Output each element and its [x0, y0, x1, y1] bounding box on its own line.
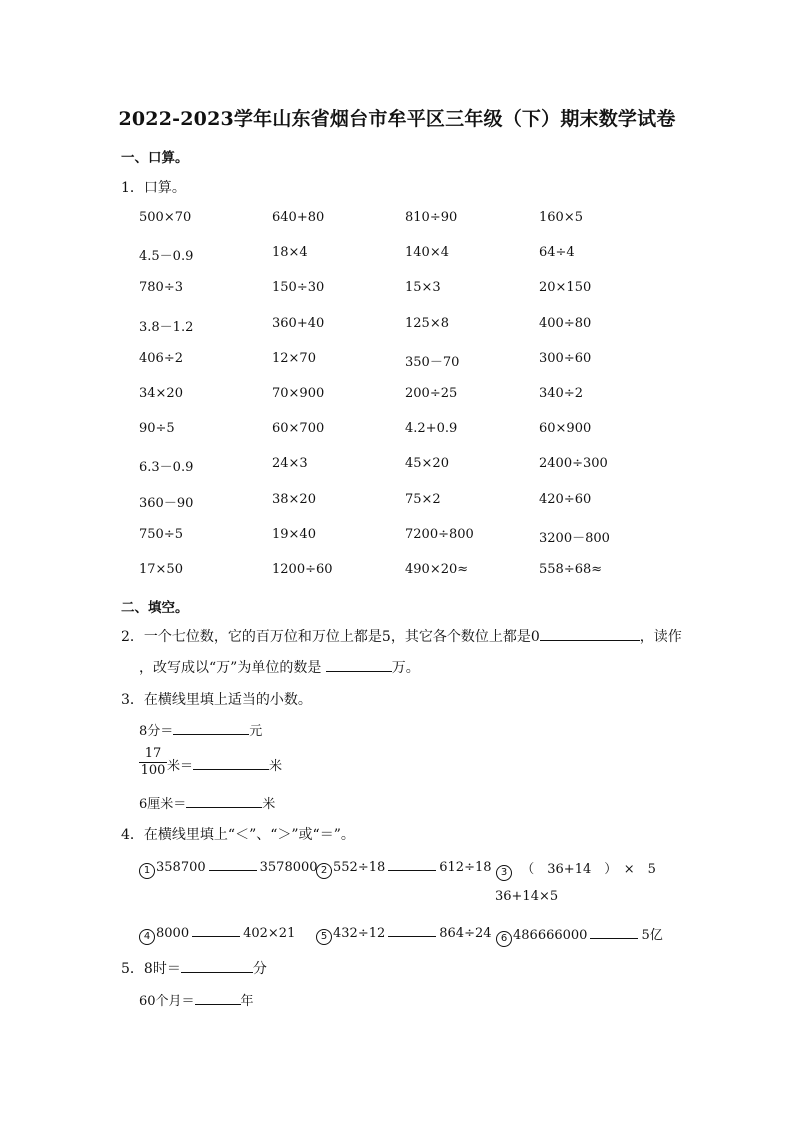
- compare-left: （ 36+14 ） × 5: [521, 862, 656, 877]
- oral-expression: 15×3: [405, 280, 441, 296]
- question-2-line-1: [121, 626, 682, 646]
- answer-blank[interactable]: [186, 795, 262, 808]
- item-text: 8分＝: [139, 724, 174, 739]
- compare-right: 3578000: [259, 860, 318, 875]
- oral-expression: 64÷4: [539, 245, 575, 261]
- compare-4: [139, 924, 295, 945]
- answer-blank[interactable]: [590, 926, 638, 939]
- oral-expression: 24×3: [272, 456, 308, 472]
- answer-blank[interactable]: [195, 992, 241, 1005]
- answer-blank[interactable]: [209, 858, 257, 871]
- oral-expression: 160×5: [539, 210, 583, 225]
- oral-expression: 4.5－0.9: [139, 249, 194, 265]
- compare-6: [496, 924, 663, 947]
- question-3-item-3: [139, 793, 275, 812]
- oral-expression: 360－90: [139, 495, 194, 511]
- oral-row: [139, 492, 659, 527]
- oral-expression: 60×900: [539, 421, 592, 437]
- compare-3-right: 36+14×5: [495, 889, 559, 904]
- answer-blank[interactable]: [173, 722, 249, 735]
- oral-row: [139, 280, 659, 315]
- answer-blank[interactable]: [326, 659, 392, 672]
- oral-row: [139, 210, 659, 245]
- oral-expression: 490×20≈: [405, 561, 469, 577]
- oral-row: [139, 527, 659, 562]
- oral-expression: 750÷5: [139, 526, 183, 542]
- oral-expression: 70×900: [272, 385, 325, 401]
- oral-expression: 1200÷60: [272, 561, 333, 577]
- circled-number-icon: 2: [316, 863, 332, 879]
- compare-right: 5亿: [641, 928, 663, 943]
- oral-expression: 420÷60: [539, 491, 592, 507]
- circled-number-icon: 5: [316, 929, 332, 945]
- item-unit: 元: [249, 724, 263, 739]
- compare-left: 432÷12: [333, 926, 386, 941]
- item-text: 60个月＝: [139, 994, 195, 1009]
- item-unit: 分: [252, 961, 267, 977]
- compare-right: 402×21: [243, 926, 296, 941]
- oral-expression: 7200÷800: [405, 526, 474, 542]
- oral-expression: 17×50: [139, 561, 183, 577]
- question-1-stem: 1．口算。: [121, 180, 186, 196]
- fraction-denominator: 100: [140, 763, 166, 778]
- compare-3: [496, 858, 656, 881]
- compare-right: 612÷18: [439, 860, 492, 875]
- item-unit: 米: [269, 759, 283, 774]
- oral-expression: 3200－800: [539, 530, 610, 546]
- oral-expression: 360+40: [272, 315, 325, 331]
- oral-expression: 38×20: [272, 491, 316, 507]
- question-4-stem: 4．在横线里填上“＜”、“＞”或“＝”。: [121, 827, 355, 843]
- oral-expression: 18×4: [272, 245, 308, 261]
- circled-number-icon: 1: [139, 863, 155, 879]
- item-text: 米＝: [167, 759, 194, 774]
- oral-expression: 350－70: [405, 354, 460, 370]
- item-text: 6厘米＝: [139, 797, 187, 812]
- answer-blank[interactable]: [540, 628, 640, 641]
- oral-expression: 6.3－0.9: [139, 460, 194, 476]
- oral-expression: 780÷3: [139, 280, 183, 296]
- question-2-text: 2．一个七位数，它的百万位和万位上都是5，其它各个数位上都是0: [121, 629, 540, 645]
- oral-expression: 500×70: [139, 210, 192, 225]
- page-title: 2022-2023学年山东省烟台市牟平区三年级（下）期末数学试卷: [118, 108, 676, 130]
- oral-expression: 150÷30: [272, 280, 325, 296]
- question-3-item-2: [167, 755, 282, 774]
- answer-blank[interactable]: [388, 924, 436, 937]
- circled-number-icon: 4: [139, 929, 155, 945]
- compare-1: [139, 858, 318, 879]
- compare-left: 358700: [156, 860, 206, 875]
- oral-expression: 20×150: [539, 280, 592, 296]
- question-5-item-2: [139, 990, 254, 1009]
- fraction-17-100: [139, 746, 167, 779]
- item-unit: 年: [240, 994, 254, 1009]
- oral-expression: 4.2+0.9: [405, 421, 458, 437]
- compare-right: 864÷24: [439, 926, 492, 941]
- compare-2: [316, 858, 492, 879]
- oral-expression: 12×70: [272, 350, 316, 366]
- oral-expression: 3.8－1.2: [139, 319, 194, 335]
- oral-row: [139, 245, 659, 280]
- oral-expression: 34×20: [139, 385, 183, 401]
- answer-blank[interactable]: [181, 960, 253, 973]
- oral-expression: 2400÷300: [539, 456, 608, 472]
- section-heading-oral: 一、口算。: [121, 150, 189, 166]
- section-heading-fill: 二、填空。: [121, 600, 189, 616]
- question-2-unit: 万。: [391, 660, 420, 676]
- question-2-rewrite-text: ，改写成以“万”为单位的数是: [139, 660, 322, 676]
- oral-row: [139, 562, 659, 597]
- oral-row: [139, 316, 659, 351]
- question-3-stem: 3．在横线里填上适当的小数。: [121, 692, 312, 708]
- oral-expression: 19×40: [272, 526, 316, 542]
- question-2-line-2: [139, 657, 420, 677]
- fraction-numerator: 17: [139, 746, 167, 763]
- oral-expression: 75×2: [405, 491, 441, 507]
- oral-expression: 45×20: [405, 456, 449, 472]
- compare-5: [316, 924, 492, 945]
- question-5-item-1: [121, 958, 267, 978]
- compare-left: 486666000: [513, 928, 588, 943]
- oral-expression: 300÷60: [539, 350, 592, 366]
- oral-row: [139, 386, 659, 421]
- oral-expression: 60×700: [272, 421, 325, 437]
- item-unit: 米: [262, 797, 276, 812]
- compare-left: 552÷18: [333, 860, 386, 875]
- oral-expression: 810÷90: [405, 210, 458, 225]
- oral-expression: 140×4: [405, 245, 449, 261]
- oral-expression: 340÷2: [539, 385, 583, 401]
- oral-expression: 640+80: [272, 210, 325, 225]
- oral-row: [139, 456, 659, 491]
- circled-number-icon: 6: [496, 931, 512, 947]
- oral-calc-grid: [139, 210, 659, 597]
- item-text: 5．8时＝: [121, 961, 181, 977]
- oral-expression: 90÷5: [139, 421, 175, 437]
- oral-expression: 125×8: [405, 315, 449, 331]
- oral-row: [139, 351, 659, 386]
- answer-blank[interactable]: [192, 924, 240, 937]
- question-3-item-1: [139, 720, 262, 739]
- oral-row: [139, 421, 659, 456]
- question-2-read-label: ，读作: [639, 629, 682, 645]
- compare-left: 8000: [156, 926, 190, 941]
- oral-expression: 558÷68≈: [539, 561, 603, 577]
- oral-expression: 406÷2: [139, 350, 183, 366]
- answer-blank[interactable]: [193, 757, 269, 770]
- circled-number-icon: 3: [496, 865, 512, 881]
- answer-blank[interactable]: [388, 858, 436, 871]
- oral-expression: 200÷25: [405, 385, 458, 401]
- oral-expression: 400÷80: [539, 315, 592, 331]
